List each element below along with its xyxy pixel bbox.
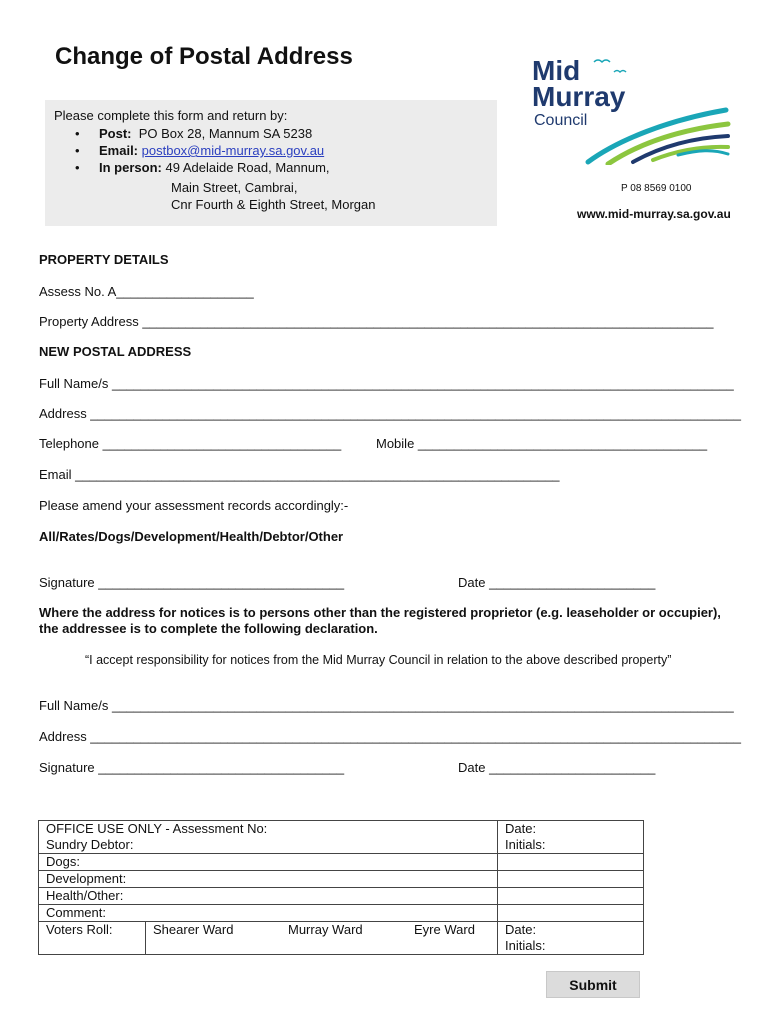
dogs-cell: Dogs: <box>39 854 498 871</box>
declaration-instruction: Where the address for notices is to persons other than the registered proprietor (e.g. leaseholder or occupier), the addressee is to complete the following declaration. <box>39 605 721 636</box>
table-row <box>39 888 644 905</box>
declarant-signature-field[interactable]: Signature __________________________________ <box>39 760 345 775</box>
instructions-box <box>45 100 497 226</box>
page-title: Change of Postal Address <box>55 43 353 70</box>
voters-roll-cell: Voters Roll: <box>39 922 146 955</box>
bird-icon <box>594 60 626 72</box>
declarant-full-name-field[interactable]: Full Name/s ______________________________________________________________________________________ <box>39 698 734 713</box>
property-details-heading: PROPERTY DETAILS <box>39 252 169 267</box>
new-postal-address-heading: NEW POSTAL ADDRESS <box>39 344 192 359</box>
instructions-intro: Please complete this form and return by: <box>54 108 288 123</box>
property-address-field[interactable]: Property Address _______________________________________________________________________________ <box>39 314 714 329</box>
in-person-line-3: Cnr Fourth & Eighth Street, Morgan <box>171 197 376 212</box>
full-name-field[interactable]: Full Name/s ______________________________________________________________________________________ <box>39 376 734 391</box>
murray-ward-label: Murray Ward <box>288 922 363 937</box>
table-row <box>39 922 644 955</box>
council-logo <box>528 50 733 165</box>
table-row <box>39 837 644 854</box>
record-options: All/Rates/Dogs/Development/Health/Debtor/Other <box>39 529 344 544</box>
initials-cell-1: Initials: <box>498 837 644 854</box>
shearer-ward-label: Shearer Ward <box>153 922 234 937</box>
table-row <box>39 854 644 871</box>
eyre-ward-label: Eyre Ward <box>414 922 475 937</box>
table-row <box>39 821 644 838</box>
mobile-field[interactable]: Mobile ________________________________________ <box>376 436 708 451</box>
website-link[interactable]: www.mid-murray.sa.gov.au <box>577 207 731 221</box>
address-field[interactable]: Address __________________________________________________________________________________________ <box>39 406 741 421</box>
office-use-table <box>38 820 644 955</box>
logo-text-council: Council <box>534 112 588 129</box>
signature-field[interactable]: Signature __________________________________ <box>39 575 345 590</box>
date-field[interactable]: Date _______________________ <box>458 575 656 590</box>
assessment-no-cell: OFFICE USE ONLY - Assessment No: <box>39 821 498 838</box>
declaration-quote: “I accept responsibility for notices from the Mid Murray Council in relation to the above described property” <box>85 653 672 667</box>
return-methods-list <box>54 125 330 176</box>
phone-number: P 08 8569 0100 <box>621 183 692 194</box>
declarant-address-field[interactable]: Address __________________________________________________________________________________________ <box>39 729 741 744</box>
submit-button[interactable]: Submit <box>546 971 640 998</box>
post-method: • Post: PO Box 28, Mannum SA 5238 <box>75 126 313 141</box>
email-field[interactable]: Email ___________________________________________________________________ <box>39 467 560 482</box>
logo-text-mid: Mid <box>532 55 581 86</box>
date-cell-1: Date: <box>498 821 644 838</box>
table-row <box>39 905 644 922</box>
in-person-line-2: Main Street, Cambrai, <box>171 180 298 195</box>
initials-cell-2: Initials: <box>505 938 546 953</box>
date-cell-2: Date: <box>505 922 537 937</box>
logo-text-murray: Murray <box>532 81 626 112</box>
health-other-cell: Health/Other: <box>39 888 498 905</box>
assess-no-field[interactable]: Assess No. A___________________ <box>39 284 254 299</box>
table-row <box>39 871 644 888</box>
email-method: • Email: postbox@mid-murray.sa.gov.au <box>75 143 325 158</box>
sundry-debtor-cell: Sundry Debtor: <box>39 837 498 854</box>
comment-cell: Comment: <box>39 905 498 922</box>
in-person-method: • In person: 49 Adelaide Road, Mannum, <box>75 160 330 175</box>
wave-swoosh-icon <box>588 110 728 164</box>
amend-instruction: Please amend your assessment records accordingly:- <box>39 498 349 513</box>
email-link[interactable]: postbox@mid-murray.sa.gov.au <box>141 143 325 158</box>
declarant-date-field[interactable]: Date _______________________ <box>458 760 656 775</box>
development-cell: Development: <box>39 871 498 888</box>
telephone-field[interactable]: Telephone _________________________________ <box>39 436 342 451</box>
